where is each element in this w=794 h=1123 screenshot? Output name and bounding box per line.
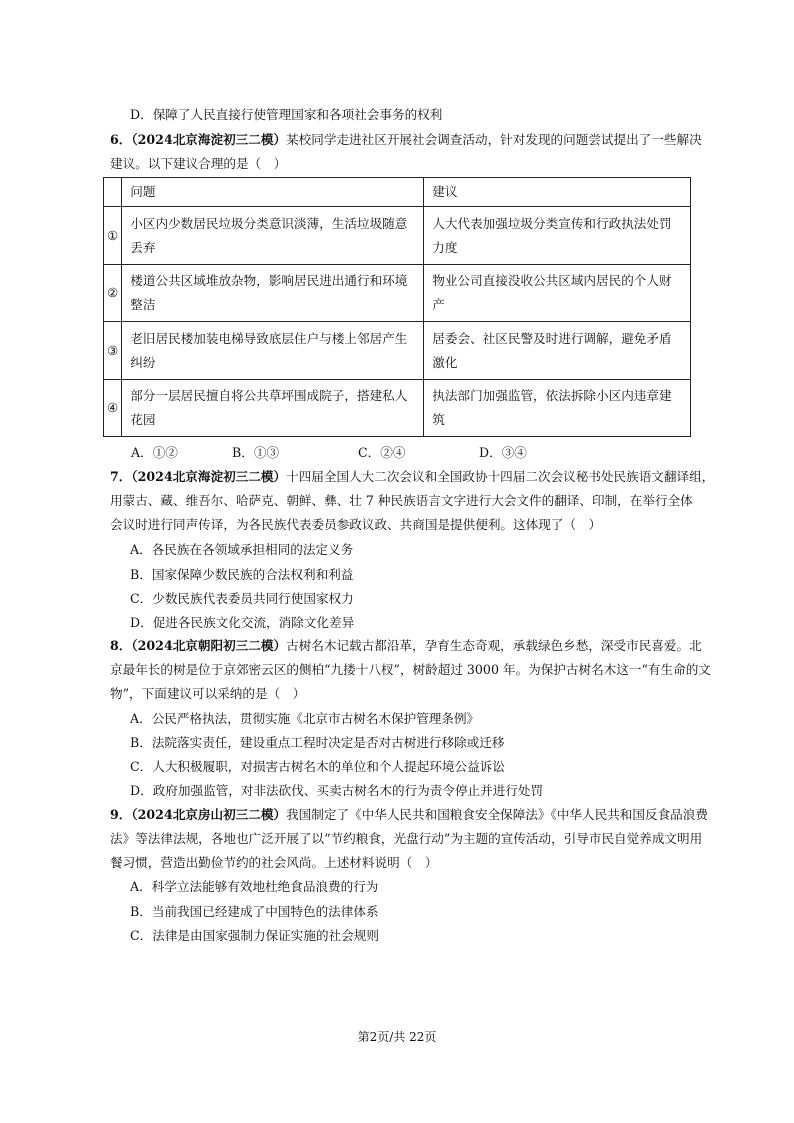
- q8-source: （2024北京朝阳初三二模）: [131, 638, 287, 653]
- q7-number: 7．: [110, 469, 132, 484]
- q6-stem-line-2: 建议。以下建议合理的是（ ）: [110, 156, 287, 171]
- q6-source: （2024北京海淀初三二模）: [131, 132, 287, 147]
- q9-stem-text: 我国制定了《中华人民共和国粮食安全保障法》《中华人民共和国反食品浪费: [286, 807, 708, 822]
- q9-option-b: B．当前我国已经建成了中国特色的法律体系: [130, 904, 379, 919]
- table-row: [104, 322, 691, 380]
- table-row-num: ④: [104, 380, 122, 437]
- q6-option-c: C．②④: [358, 445, 406, 460]
- table-row-num: ②: [104, 265, 122, 322]
- q6-stem-text: 某校同学走进社区开展社会调查活动，针对发现的问题尝试提出了一些解决: [286, 132, 702, 147]
- q7-stem-line-1: [110, 468, 714, 486]
- table-row-suggestion: 人大代表加强垃圾分类宣传和行政执法处罚力度: [424, 207, 691, 265]
- table-row-suggestion: 居委会、社区民警及时进行调解，避免矛盾激化: [424, 322, 691, 380]
- q7-option-b: B．国家保障少数民族的合法权利和利益: [130, 567, 354, 582]
- q6-table: [103, 177, 691, 437]
- q8-stem-line-3: 物”，下面建议可以采纳的是（ ）: [110, 686, 306, 701]
- q7-option-c: C．少数民族代表委员共同行使国家权力: [130, 591, 354, 606]
- q9-number: 9．: [110, 807, 132, 822]
- table-row: [104, 207, 691, 265]
- q6-option-a: A．①②: [131, 445, 178, 460]
- table-row-problem: 小区内少数居民垃圾分类意识淡薄，生活垃圾随意丢弃: [122, 207, 424, 265]
- q7-stem-text: 十四届全国人大二次会议和全国政协十四届二次会议秘书处民族语文翻译组，: [286, 469, 715, 484]
- q5-option-d: D．保障了人民直接行使管理国家和各项社会事务的权利: [130, 107, 443, 122]
- table-header-num: [104, 178, 122, 207]
- q7-source: （2024北京海淀初三二模）: [131, 469, 287, 484]
- q8-option-c: C．人大积极履职，对损害古树名木的单位和个人提起环境公益诉讼: [130, 759, 505, 774]
- q8-option-b: B．法院落实责任，建设重点工程时决定是否对古树进行移除或迁移: [130, 735, 505, 750]
- table-row: [104, 265, 691, 322]
- q6-option-b: B．①③: [232, 445, 280, 460]
- q8-number: 8．: [110, 638, 132, 653]
- table-row-num: ①: [104, 207, 122, 265]
- q8-stem-text: 古树名木记载古都沿革，孕育生态奇观，承载绿色乡愁，深受市民喜爱。北: [286, 638, 702, 653]
- q8-stem-line-1: [110, 637, 702, 655]
- page-footer: 第2页/共 22页: [357, 1030, 437, 1044]
- q7-stem-line-3: 会议时进行同声传译，为各民族代表委员参政议政、共商国是提供便利。这体现了（ ）: [110, 517, 602, 532]
- q6-number: 6．: [110, 132, 132, 147]
- q9-source: （2024北京房山初三二模）: [131, 807, 287, 822]
- q9-option-a: A．科学立法能够有效地杜绝食品浪费的行为: [130, 879, 379, 894]
- table-row-problem: 老旧居民楼加装电梯导致底层住户与楼上邻居产生纠纷: [122, 322, 424, 380]
- q9-stem-line-1: [110, 806, 708, 824]
- table-header-row: [104, 178, 691, 207]
- table-row-suggestion: 物业公司直接没收公共区域内居民的个人财产: [424, 265, 691, 322]
- q6-option-d: D．③④: [479, 445, 527, 460]
- table-row: [104, 380, 691, 437]
- q9-stem-line-3: 餐习惯，营造出勤俭节约的社会风尚。上述材料说明（ ）: [110, 855, 438, 870]
- table-row-num: ③: [104, 322, 122, 380]
- table-row-problem: 部分一层居民擅自将公共草坪围成院子，搭建私人花园: [122, 380, 424, 437]
- table-header-problem: 问题: [122, 178, 424, 207]
- q7-stem-line-2: 用蒙古、藏、维吾尔、哈萨克、朝鲜、彝、壮 7 种民族语言文字进行大会文件的翻译、印制，在举行全体: [110, 493, 693, 508]
- q8-option-d: D．政府加强监管，对非法砍伐、买卖古树名木的行为责令停止并进行处罚: [130, 783, 544, 798]
- table-header-suggestion: 建议: [424, 178, 691, 207]
- q6-stem-line-1: [110, 131, 702, 149]
- q8-stem-line-2: 京最年长的树是位于京郊密云区的侧柏“九搂十八杈”，树龄超过 3000 年。为保护古树名木这一“有生命的文: [110, 662, 711, 677]
- q8-option-a: A．公民严格执法，贯彻实施《北京市古树名木保护管理条例》: [130, 711, 480, 726]
- q9-stem-line-2: 法》等法律法规，各地也广泛开展了以“节约粮食，光盘行动”为主题的宣传活动，引导市民自觉养成文明用: [110, 831, 703, 846]
- table-row-problem: 楼道公共区域堆放杂物，影响居民进出通行和环境整洁: [122, 265, 424, 322]
- table-row-suggestion: 执法部门加强监管，依法拆除小区内违章建筑: [424, 380, 691, 437]
- q7-option-d: D．促进各民族文化交流，消除文化差异: [130, 615, 355, 630]
- q9-option-c: C．法律是由国家强制力保证实施的社会规则: [130, 928, 379, 943]
- q7-option-a: A．各民族在各领域承担相同的法定义务: [130, 542, 354, 557]
